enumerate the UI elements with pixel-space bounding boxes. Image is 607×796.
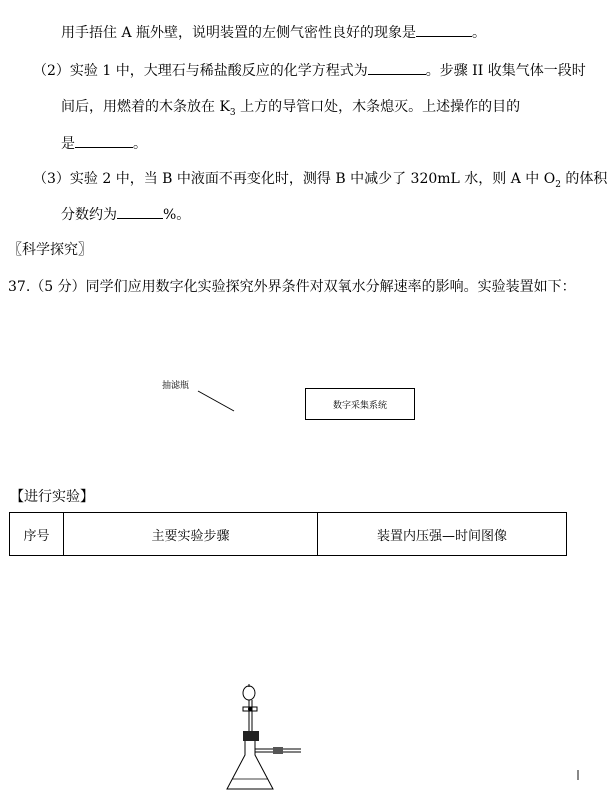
pointer-label: 抽滤瓶	[162, 381, 190, 391]
data-acquisition-box	[305, 388, 415, 420]
experiment-table	[9, 512, 567, 556]
q3-number: （3）	[33, 171, 70, 187]
answer-blank-4[interactable]	[117, 204, 163, 219]
section-title: 〖科学探究〗	[8, 242, 92, 258]
intro-text: 用手捂住 A 瓶外壁，说明装置的左侧气密性良好的现象是	[61, 25, 417, 41]
question-2-line3	[61, 133, 147, 154]
question-3-line2	[61, 204, 190, 225]
pointer-line	[190, 388, 240, 414]
answer-blank-3[interactable]	[75, 133, 133, 148]
q3-line2-a: 分数约为	[61, 207, 117, 223]
table-header-row	[10, 513, 567, 556]
q2-number: （2）	[33, 63, 70, 79]
q3-line2-b: %。	[163, 207, 191, 223]
o2-subscript: 2	[555, 179, 561, 190]
q2-text-b: 。步骤 II 收集气体一段时	[425, 63, 586, 79]
answer-blank-2[interactable]	[368, 60, 426, 75]
data-acquisition-label: 数字采集系统	[332, 400, 387, 411]
q3-text-b: 的体积	[560, 171, 607, 187]
q37-text: （5 分）同学们应用数字化实验探究外界条件对双氧水分解速率的影响。实验装置如下：	[30, 279, 576, 295]
k-subscript: 3	[229, 107, 236, 118]
q2-line3-a: 是	[61, 136, 75, 152]
question-2-line1	[33, 60, 586, 81]
q37-number: 37.	[8, 279, 31, 295]
page-edge-mark	[577, 770, 579, 780]
q2-line3-b: 。	[133, 136, 147, 152]
question-2-line2	[61, 97, 520, 123]
experiment-heading: 【进行实验】	[10, 489, 94, 505]
column-header-graph: 装置内压强—时间图像	[318, 513, 567, 556]
column-header-steps: 主要实验步骤	[64, 513, 318, 556]
question-3-line1	[33, 169, 607, 195]
column-header-number: 序号	[10, 513, 64, 556]
answer-blank-1[interactable]	[416, 22, 472, 37]
q2-line2-rest: 上方的导管口处，木条熄灭。上述操作的目的	[235, 99, 521, 115]
question-37	[8, 277, 576, 297]
intro-end: 。	[472, 25, 487, 41]
flask-apparatus	[215, 683, 315, 796]
q3-text-a: 实验 2 中，当 B 中液面不再变化时，测得 B 中减少了 320mL 水，则 A 中 O	[69, 171, 556, 187]
q2-text-a: 实验 1 中，大理石与稀盐酸反应的化学方程式为	[69, 63, 368, 79]
question-line-intro	[61, 22, 486, 43]
q2-line2: 间后，用燃着的木条放在 K	[61, 99, 230, 115]
